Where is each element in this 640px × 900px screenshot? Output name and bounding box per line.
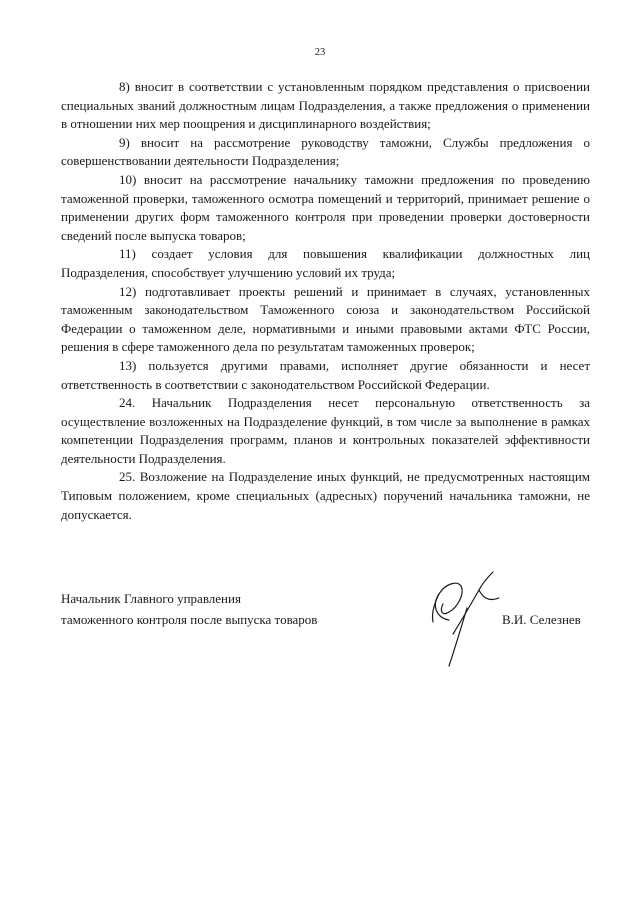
item-number: 13) (119, 357, 137, 373)
list-item-13 (61, 357, 590, 394)
signatory-position-line-1: Начальник Главного управления (61, 591, 241, 606)
list-item-12 (61, 283, 590, 357)
item-number: 10) (119, 171, 137, 187)
document-body (61, 78, 590, 524)
list-item-8 (61, 78, 590, 134)
page-number: 23 (314, 47, 326, 58)
clause-number: 25. (119, 469, 136, 485)
item-number: 11) (119, 246, 136, 262)
item-text: вносит на рассмотрение руководству таможни, Службы предложения о совершенствовании деятельности Подразделения; (61, 134, 591, 169)
item-text: вносит в соответствии с установленным порядком представления о присвоении специальных званий должностным лицам Подразделения, а также предложения о применении в отношении них мер поощрения и дисциплинарного воздействия; (61, 79, 590, 132)
signature-block (61, 588, 590, 678)
item-text: вносит на рассмотрение начальнику таможни предложения по проведению таможенной проверки, таможенного осмотра помещений и территорий, принимает решение о применении других форм таможенного контроля при проведении проверки достоверности сведений после выпуска товаров; (61, 171, 591, 243)
item-number: 8) (119, 79, 130, 94)
clause-24 (61, 394, 590, 468)
item-number: 12) (119, 283, 137, 299)
clause-text: Начальник Подразделения несет персональную ответственность за осуществление возложенных на Подразделение функций, в том числе за выполнение в рамках компетенции Подразделения программ, планов и контрольных показателей эффективности деятельности Подразделения. (61, 395, 590, 466)
signatory-name: В.И. Селезнев (502, 612, 581, 627)
signatory-position-line-2: таможенного контроля после выпуска товаров (61, 612, 318, 627)
item-text: пользуется другими правами, исполняет другие обязанности и несет ответственность в соответствии с законодательством Российской Федерации. (61, 357, 590, 392)
list-item-11 (61, 245, 590, 282)
list-item-9 (61, 134, 590, 171)
clause-25 (61, 468, 590, 524)
list-item-10 (61, 171, 590, 245)
handwritten-signature (409, 568, 504, 668)
signatory-position (61, 588, 381, 630)
item-text: подготавливает проекты решений и принимает в случаях, установленных таможенным законодательством Таможенного союза и законодательством Российской Федерации о таможенном деле, нормативными и иными правовыми актами ФТС России, решения в сфере таможенного дела по результатам таможенных проверок; (61, 283, 590, 355)
clause-text: Возложение на Подразделение иных функций, не предусмотренных настоящим Типовым положением, кроме специальных (адресных) поручений начальника таможни, не допускается. (61, 469, 591, 522)
clause-number: 24. (119, 395, 136, 411)
item-number: 9) (119, 134, 130, 150)
item-text: создает условия для повышения квалификации должностных лиц Подразделения, способствует улучшению условий их труда; (61, 246, 591, 280)
